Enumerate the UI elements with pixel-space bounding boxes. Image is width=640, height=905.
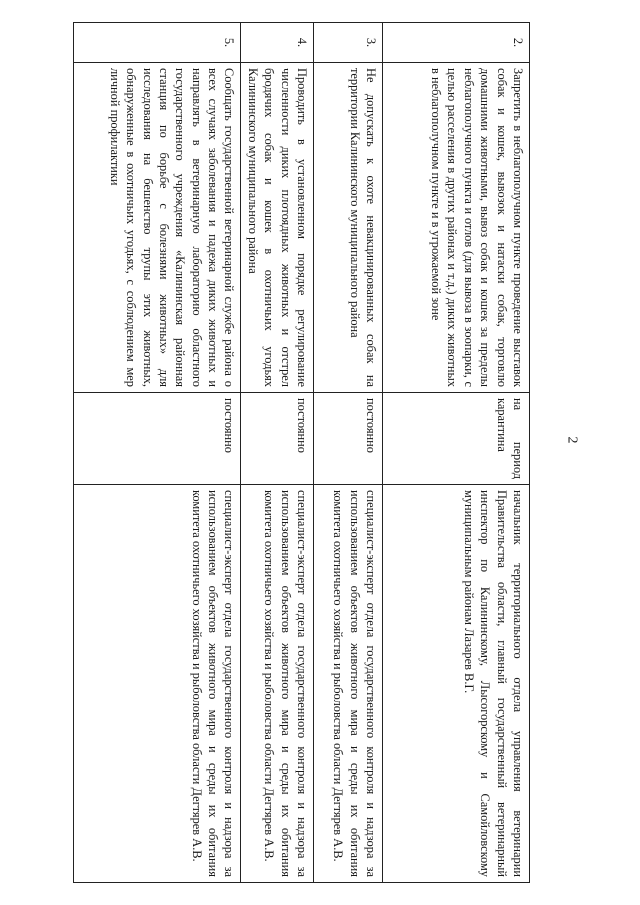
measure-text: Запретить в неблагополучном пункте проведение выставок собак и кошек, вывозок и натаски собак, торговлю домашними животными, вывоз собак и кошек за пределы неблагополучного пункта и отлов (для вывоза в зоопарки, с целью расселения в других районах и т.д.) диких животных в неблагополучном пункте и в угрожаемой зоне	[383, 63, 530, 393]
responsible-text: начальник территориального отдела управления ветеринарии Правительства области, главный государственный ветеринарный инспектор по Калининскому, Лысогорскому и Самойловскому муниципальным районам Лазарев В.Г.	[383, 485, 530, 883]
term-text: постоянно	[74, 393, 241, 485]
responsible-text: специалист-эксперт отдела государственного контроля и надзора за использованием объектов животного мира и среды их обитания комитета охотничьего хозяйства и рыболовства области Дегтярев А.В.	[241, 485, 314, 883]
measures-table	[74, 22, 531, 883]
term-text: постоянно	[314, 393, 383, 485]
table-row	[383, 23, 530, 883]
measure-text: Не допускать к охоте невакцинированных собак на территории Калининского муниципального района	[314, 63, 383, 393]
row-number: 3.	[314, 23, 383, 63]
responsible-text: специалист-эксперт отдела государственного контроля и надзора за использованием объектов животного мира и среды их обитания комитета охотничьего хозяйства и рыболовства области Дегтярев А.В.	[74, 485, 241, 883]
responsible-text: специалист-эксперт отдела государственного контроля и надзора за использованием объектов животного мира и среды их обитания комитета охотничьего хозяйства и рыболовства области Дегтярев А.В.	[314, 485, 383, 883]
measure-text: Сообщать государственной ветеринарной службе района о всех случаях заболевания и падежа диких животных и направлять в ветеринарную лабораторию областного государственного учреждения «Калининская районная станция по борьбе с болезнями животных» для исследования на бешенство трупы этих животных, обнаруженные в охотничьих угодьях, с соблюдением мер личной профилактики	[74, 63, 241, 393]
row-number: 2.	[383, 23, 530, 63]
page-number: 2	[564, 436, 580, 444]
table-row	[314, 23, 383, 883]
measure-text: Проводить в установленном порядке регулирование численности диких плотоядных животных и отстрел бродячих собак и кошек в охотничьих угодьях Калининского муниципального района	[241, 63, 314, 393]
term-text: на период карантина	[383, 393, 530, 485]
row-number: 4.	[241, 23, 314, 63]
table-row	[241, 23, 314, 883]
table-row	[74, 23, 241, 883]
measures-table-wrapper	[75, 22, 530, 882]
term-text: постоянно	[241, 393, 314, 485]
row-number: 5.	[74, 23, 241, 63]
